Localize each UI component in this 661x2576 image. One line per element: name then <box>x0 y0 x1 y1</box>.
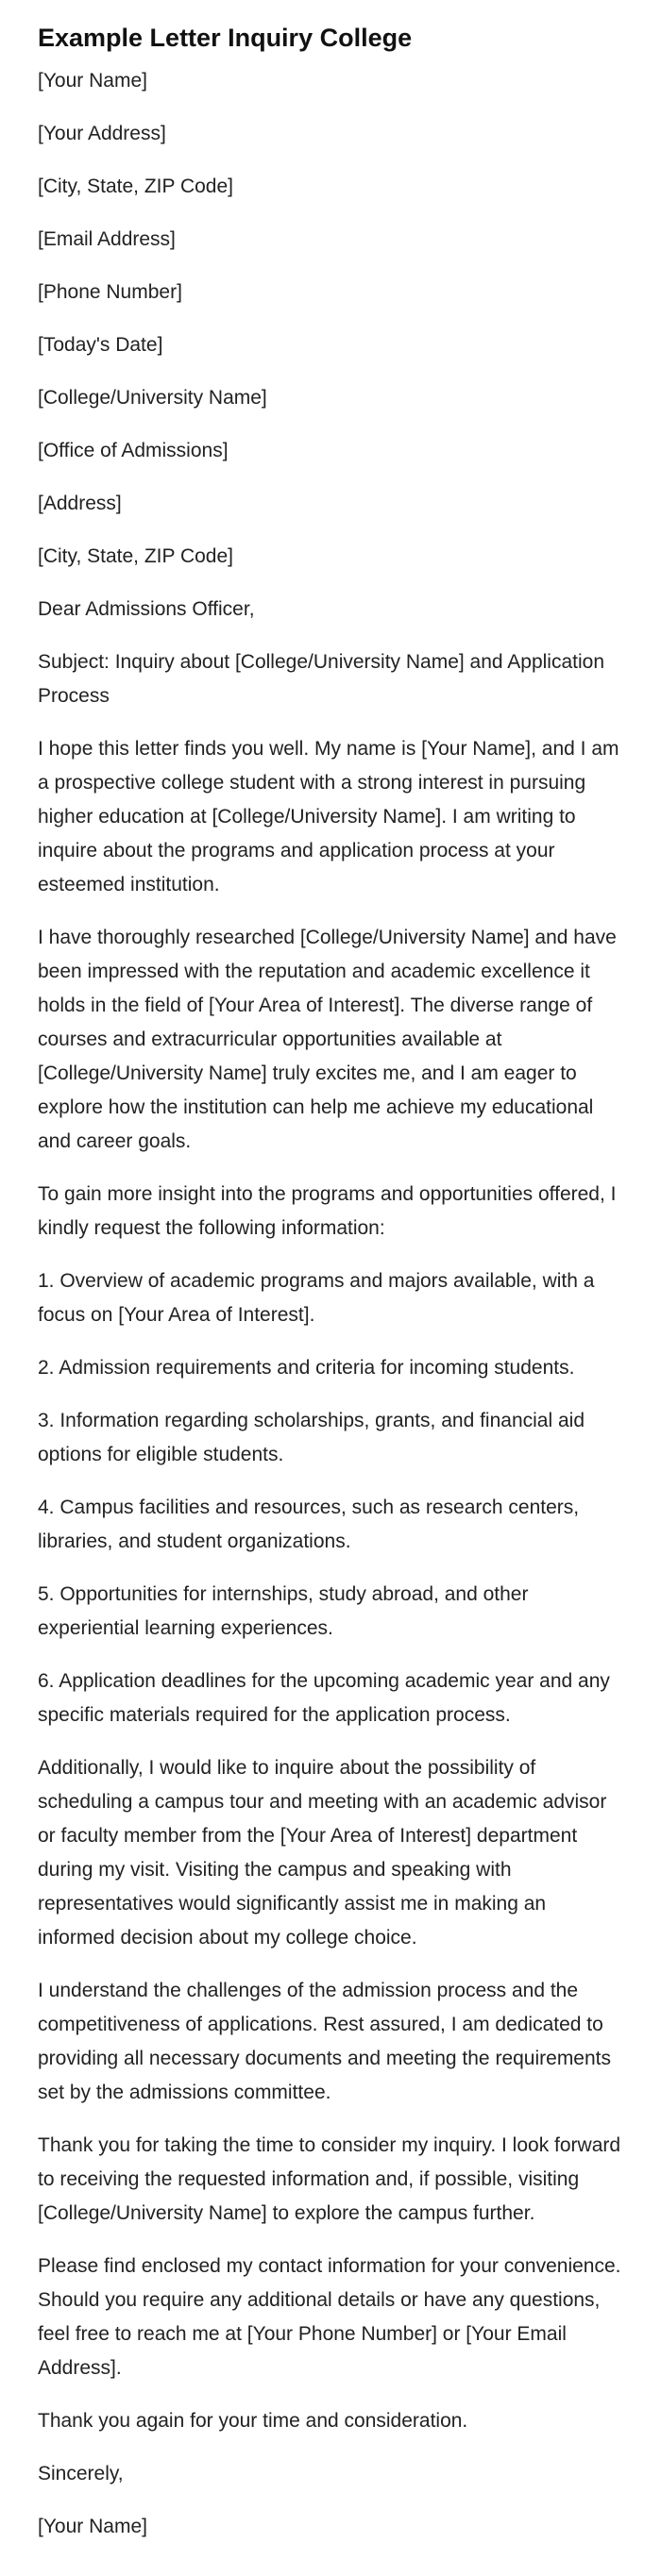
sender-address: [Your Address] <box>38 123 166 144</box>
signature-name: [Your Name] <box>38 2516 147 2537</box>
sender-email: [Email Address] <box>38 228 176 250</box>
recipient-city: [City, State, ZIP Code] <box>38 545 233 567</box>
recipient-office: [Office of Admissions] <box>38 440 229 461</box>
subject-line: Subject: Inquiry about [College/University Name] and Application Process <box>38 651 604 707</box>
tour-paragraph: Additionally, I would like to inquire about the possibility of scheduling a campus tour and meeting with an academic advisor or faculty member from the [Your Area of Interest] department during my visit. Visiting the campus and speaking with representatives would significantly assist me in making an informed decision about my college choice. <box>38 1757 607 1949</box>
request-item: 3. Information regarding scholarships, grants, and financial aid options for eligible students. <box>38 1410 585 1465</box>
request-item: 6. Application deadlines for the upcoming academic year and any specific materials required for the application process. <box>38 1670 610 1726</box>
request-item: 5. Opportunities for internships, study abroad, and other experiential learning experiences. <box>38 1583 529 1639</box>
thanks-paragraph: Thank you for taking the time to consider my inquiry. I look forward to receiving the requested information and, if possible, visiting [College/University Name] to explore the campus further. <box>38 2134 621 2224</box>
request-item: 1. Overview of academic programs and majors available, with a focus on [Your Area of Interest]. <box>38 1270 595 1326</box>
request-item: 4. Campus facilities and resources, such as research centers, libraries, and student organizations. <box>38 1497 580 1552</box>
research-paragraph: I have thoroughly researched [College/University Name] and have been impressed with the reputation and academic excellence it holds in the field of [Your Area of Interest]. The diverse range of courses and extracurricular opportunities available at [College/University Name] truly excites me, and I am eager to explore how the institution can help me achieve my educational and career goals. <box>38 927 617 1152</box>
sender-name: [Your Name] <box>38 70 147 92</box>
closing-thanks-paragraph: Thank you again for your time and consideration. <box>38 2410 468 2432</box>
request-item: 2. Admission requirements and criteria for incoming students. <box>38 1357 575 1379</box>
recipient-address: [Address] <box>38 493 122 514</box>
recipient-institution: [College/University Name] <box>38 387 267 409</box>
letter-date: [Today's Date] <box>38 334 163 356</box>
intro-paragraph: I hope this letter finds you well. My name is [Your Name], and I am a prospective college student with a strong interest in pursuing higher education at [College/University Name]. I am writing to inquire about the programs and application process at your esteemed institution. <box>38 738 619 895</box>
sender-phone: [Phone Number] <box>38 281 182 303</box>
signoff: Sincerely, <box>38 2463 124 2484</box>
page-title: Example Letter Inquiry College <box>38 24 413 52</box>
challenges-paragraph: I understand the challenges of the admission process and the competitiveness of applications. Rest assured, I am dedicated to providing all necessary documents and meeting the requirements set by the admissions committee. <box>38 1980 612 2103</box>
request-paragraph: To gain more insight into the programs and opportunities offered, I kindly request the following information: <box>38 1183 617 1239</box>
salutation: Dear Admissions Officer, <box>38 598 255 620</box>
sender-city: [City, State, ZIP Code] <box>38 176 233 197</box>
contact-paragraph: Please find enclosed my contact information for your convenience. Should you require any additional details or have any questions, feel free to reach me at [Your Phone Number] or [Your Email Address]. <box>38 2255 621 2379</box>
